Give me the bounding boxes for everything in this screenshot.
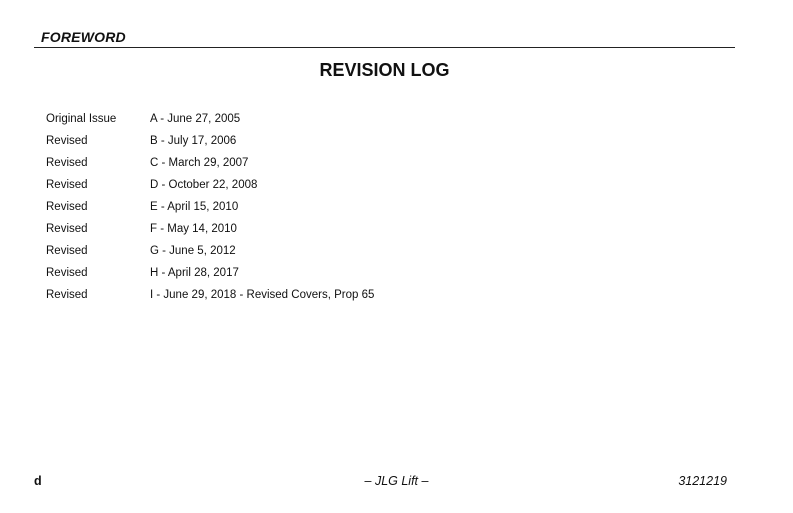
revision-status: Revised	[46, 245, 88, 257]
revision-status: Revised	[46, 223, 88, 235]
footer-title: – JLG Lift –	[364, 474, 429, 488]
revision-entry: B - July 17, 2006	[150, 135, 237, 147]
revision-status: Revised	[46, 289, 88, 301]
document-number: 3121219	[678, 474, 727, 488]
revision-row	[46, 174, 374, 196]
revision-entry: F - May 14, 2010	[150, 223, 237, 235]
revision-row	[46, 196, 374, 218]
revision-entry: I - June 29, 2018 - Revised Covers, Prop 65	[150, 289, 375, 301]
revision-row	[46, 240, 374, 262]
revision-status: Revised	[46, 179, 88, 191]
revision-entry: H - April 28, 2017	[150, 267, 239, 279]
page-title: REVISION LOG	[319, 60, 450, 80]
revision-row	[46, 130, 374, 152]
revision-row	[46, 152, 374, 174]
revision-entry: G - June 5, 2012	[150, 245, 236, 257]
revision-row	[46, 262, 374, 284]
revision-entry: C - March 29, 2007	[150, 157, 249, 169]
revision-entry: A - June 27, 2005	[150, 113, 241, 125]
revision-status: Revised	[46, 135, 88, 147]
page-number: d	[34, 474, 42, 488]
header-divider	[34, 47, 735, 48]
revision-log-table	[46, 108, 374, 306]
revision-row	[46, 108, 374, 130]
revision-row	[46, 218, 374, 240]
revision-status: Revised	[46, 157, 88, 169]
revision-status: Revised	[46, 267, 88, 279]
revision-status: Revised	[46, 201, 88, 213]
revision-row	[46, 284, 374, 306]
section-header: FOREWORD	[41, 29, 126, 45]
revision-entry: E - April 15, 2010	[150, 201, 239, 213]
revision-entry: D - October 22, 2008	[150, 179, 258, 191]
revision-status: Original Issue	[46, 113, 117, 125]
